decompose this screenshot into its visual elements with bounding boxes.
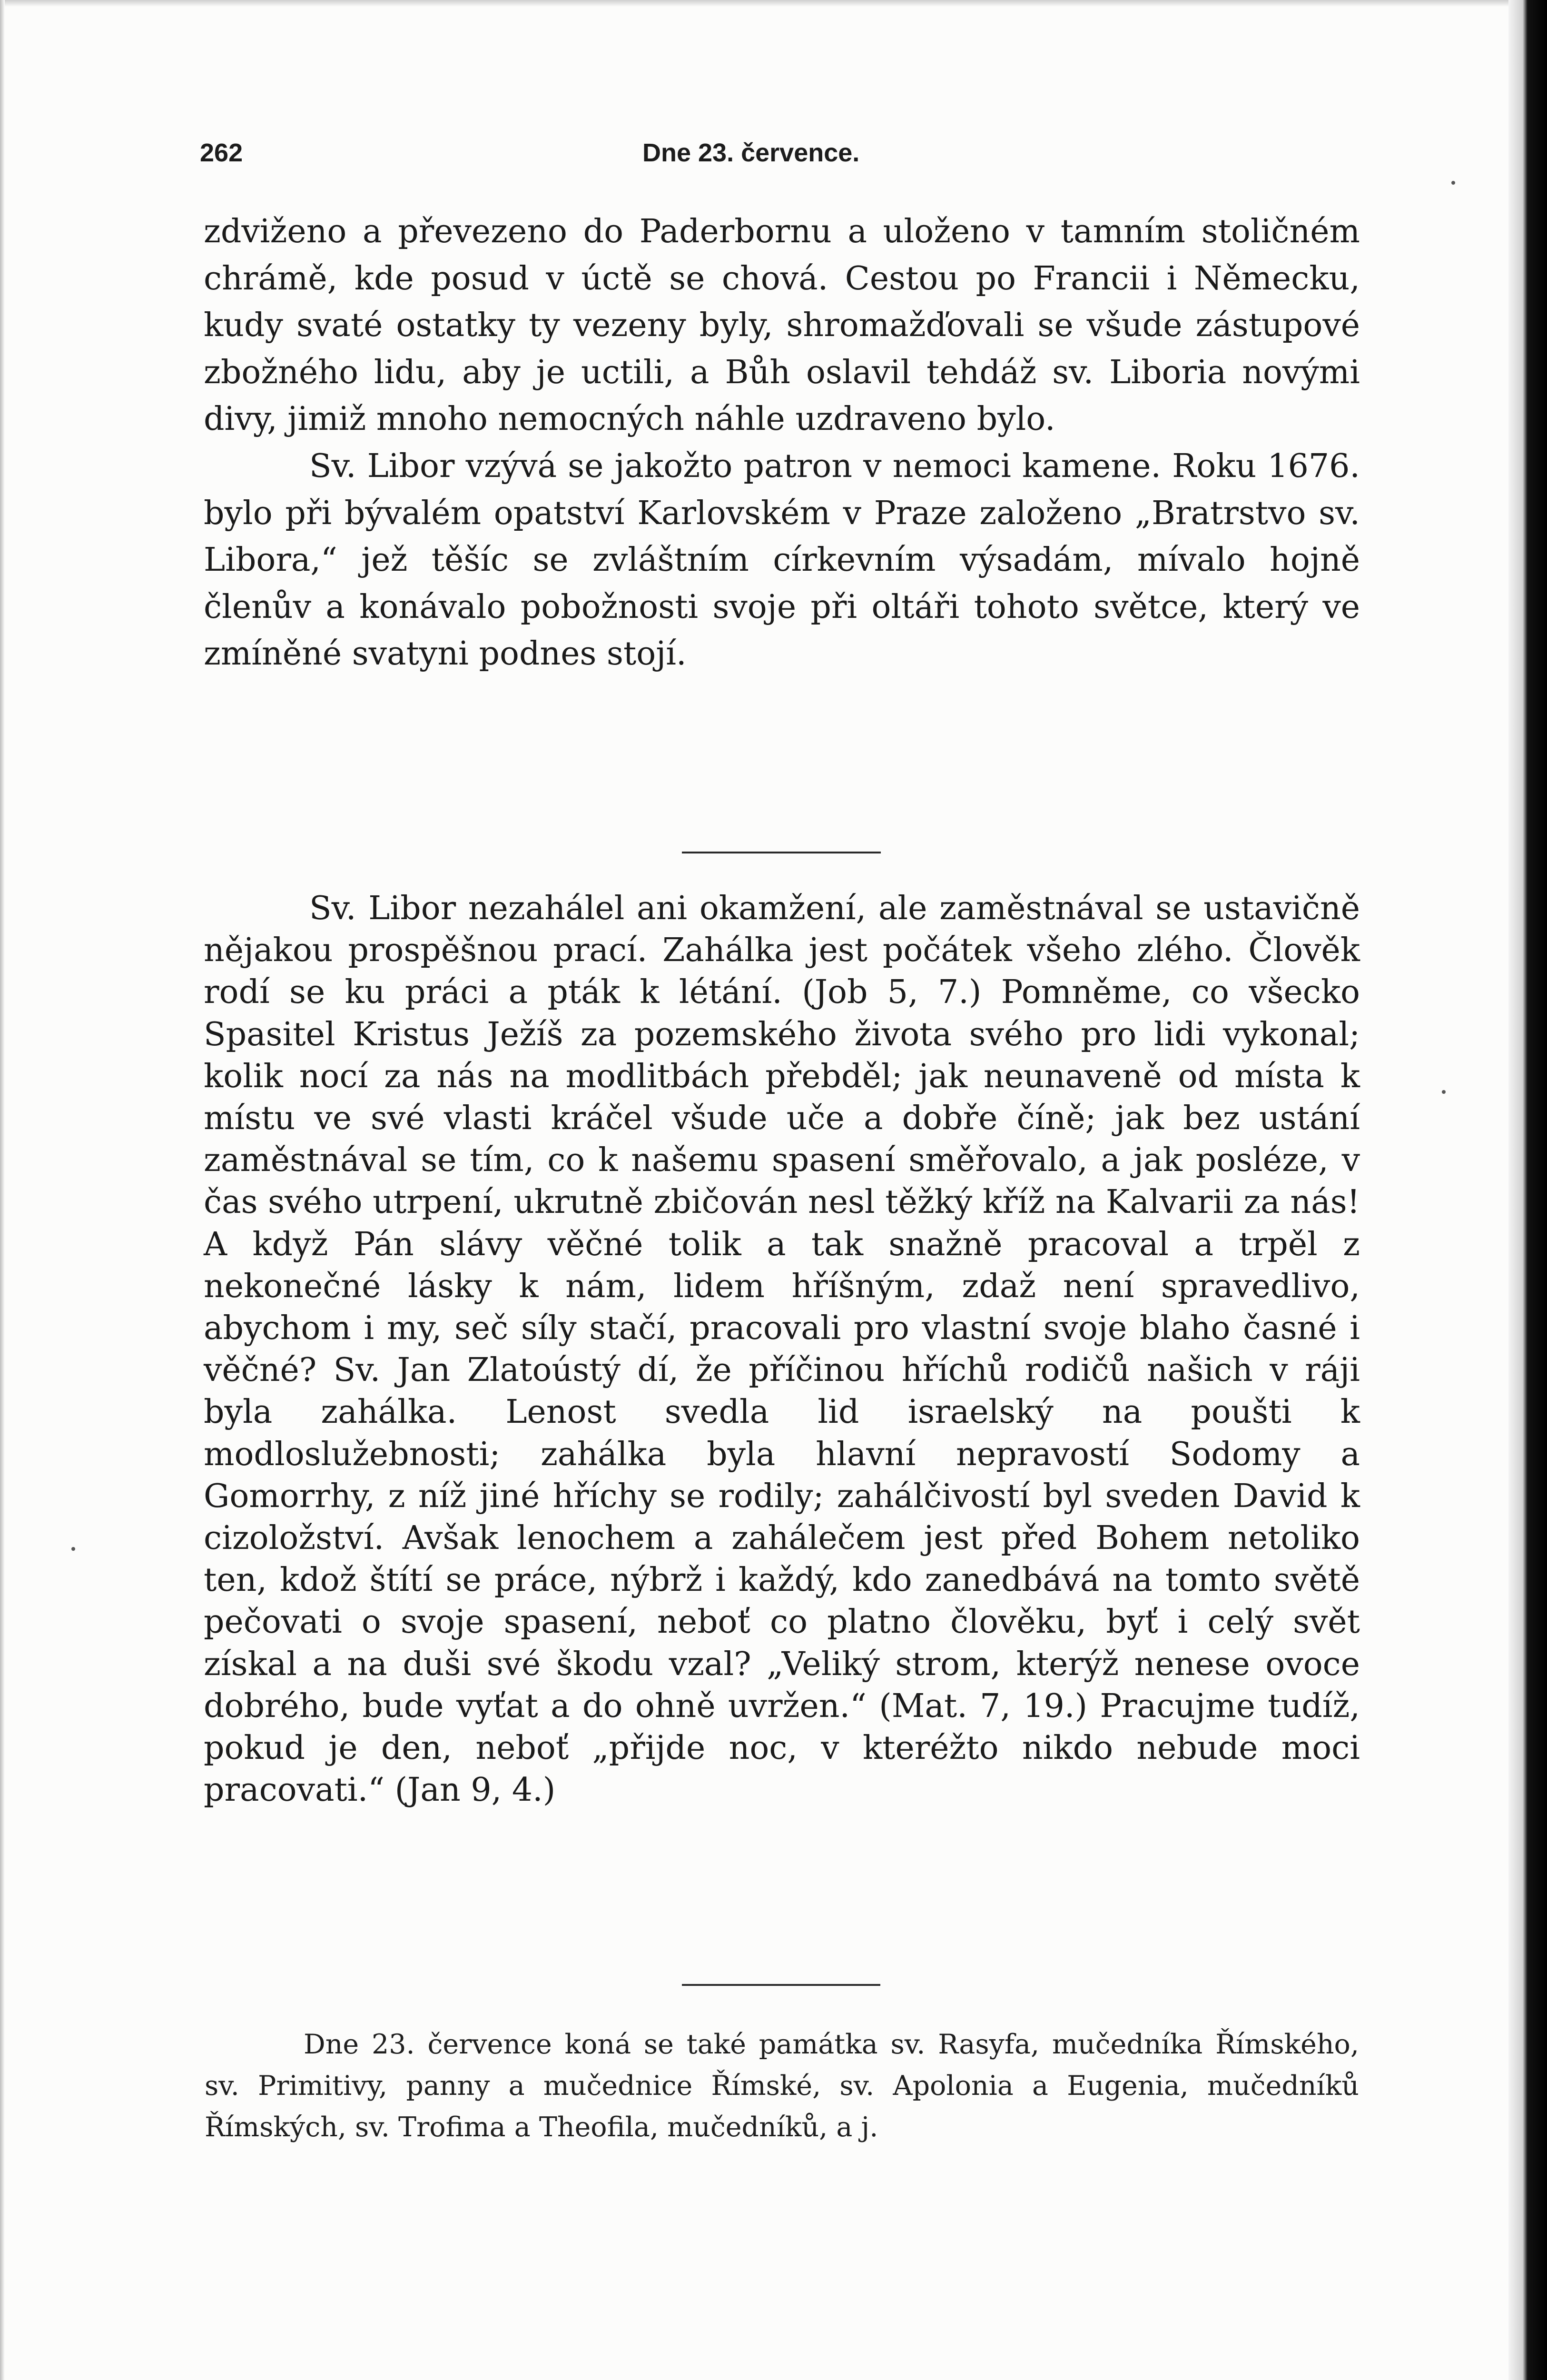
text-block-lower [204, 888, 1360, 1811]
scan-speck [1442, 1090, 1446, 1094]
scan-speck [71, 1547, 75, 1551]
footnote-text: Dne 23. července koná se také památka sv. Rasyfa, mučedníka Římského, sv. Primitivy, panny a mučednice Římské, sv. Apolonia a Eugenia, mučedníků Římských, sv. Trofima a Theofila, mučedníků, a j. [205, 2029, 1359, 2143]
scan-edge-top [0, 0, 1547, 7]
page-number: 262 [200, 139, 243, 167]
paragraph: Sv. Libor nezahálel ani okamžení, ale zaměstnával se ustavičně nějakou prospěšnou prací. Zahálka jest počátek všeho zlého. Člověk rodí se ku práci a pták k létání. (Job 5, 7.) Pomněme, co všecko Spasitel Kristus Ježíš za pozemského života svého pro lidi vykonal; kolik nocí za nás na modlitbách přebděl; jak neunaveně od místa k místu ve své vlasti kráčel všude uče a dobře číně; jak bez ustání zaměstnával se tím, co k našemu spasení směřovalo, a jak posléze, v čas svého utrpení, ukrutně zbičován nesl těžký kříž na Kalvarii za nás! A když Pán slávy věčné tolik a tak snažně pracoval a trpěl z nekonečné lásky k nám, lidem hříšným, zdaž není spravedlivo, abychom i my, seč síly stačí, pracovali pro vlastní svoje blaho časné i věčné? Sv. Jan Zlatoústý dí, že příčinou hříchů rodičů našich v ráji byla zahálka. Lenost svedla lid israelský na poušti k modloslužebnosti; zahálka byla hlavní nepravostí Sodomy a Gomorrhy, z níž jiné hříchy se rodily; zahálčivostí byl sveden David k cizoložství. Avšak lenochem a zahálečem jest před Bohem netoliko ten, kdož štítí se práce, nýbrž i každý, kdo zanedbává na tomto světě pečovati o svoje spasení, neboť co platno člověku, byť i celý svět získal a na duši své škodu vzal? „Veliký strom, kterýž nenese ovoce dobrého, bude vyťat a do ohně uvržen.“ (Mat. 7, 19.) Pracujme tudíž, pokud je den, neboť „přijde noc, v kteréžto nikdo nebude moci pracovati.“ (Jan 9, 4.) [204, 890, 1360, 1809]
paragraph: zdviženo a převezeno do Paderbornu a uloženo v tamním stoličném chrámě, kde posud v úctě se chová. Cestou po Francii i Německu, kudy svaté ostatky ty vezeny byly, shromažďovali se všude zástupové zbožného lidu, aby je uctili, a Bůh oslavil tehdáž sv. Liboria novými divy, jimiž mnoho nemocných náhle uzdraveno bylo. [204, 213, 1360, 438]
footnote [205, 2024, 1359, 2148]
page-header [200, 138, 1363, 181]
scan-edge-right [1508, 0, 1547, 2380]
section-divider [682, 852, 881, 853]
text-block-upper [204, 208, 1360, 678]
scan-edge-left [0, 0, 5, 2380]
paragraph: Sv. Libor vzývá se jakožto patron v nemoci kamene. Roku 1676. bylo při bývalém opatství Karlovském v Praze založeno „Bratrstvo sv. Libora,“ jež těšíc se zvláštním církevním výsadám, mívalo hojně členův a konávalo pobožnosti svoje při oltáři tohoto světce, který ve zmíněné svatyni podnes stojí. [204, 447, 1360, 673]
footnote-divider [682, 1984, 880, 1986]
running-head: Dne 23. července. [642, 139, 860, 167]
scan-speck [1451, 181, 1455, 185]
